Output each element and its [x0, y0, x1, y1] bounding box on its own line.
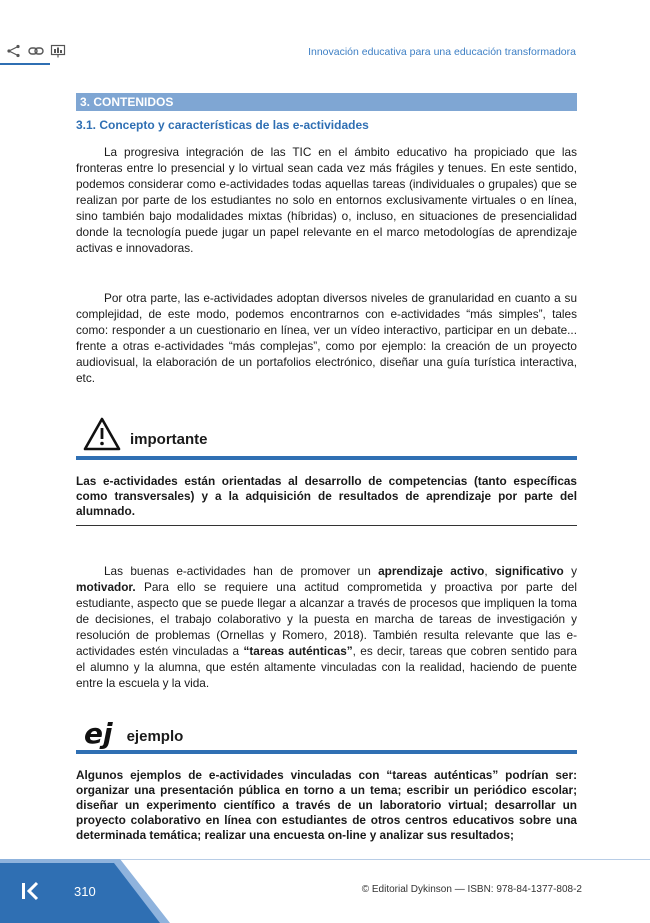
- paragraph-2: Por otra parte, las e-actividades adoptan diversos niveles de granularidad en cuanto a su complejidad, de este modo, podemos encontrarnos con e-actividades “más simples”, tales como: responder a un cuestionario en línea, ver un vídeo interactivo, participar en un debate... frente a otras e-actividades “más complejas”, como por ejemplo: la creación de un proyecto audiovisual, la elaboración de un portafolios electrónico, diseñar una guía turística interactiva, etc.: [76, 291, 577, 385]
- warning-icon: [82, 416, 122, 452]
- running-title: Innovación educativa para una educación transformadora: [308, 46, 576, 58]
- example-text: Algunos ejemplos de e-actividades vinculadas con “tareas auténticas” podrían ser: organizar una presentación pública en torno a un tema; escribir un periódico escolar; diseñar un experimento científico a través de un laboratorio virtual; desarrollar un proyecto colaborativo en línea con estudiantes de otros centros educativos sobre una determinada temática; realizar una encuesta on-line y analizar sus resultados;: [76, 768, 577, 842]
- important-text: Las e-actividades están orientadas al desarrollo de competencias (tanto específicas como transversales) y a la adquisición de resultados de aprendizaje por parte del alumnado.: [76, 474, 577, 518]
- presentation-icon[interactable]: [50, 44, 66, 58]
- example-divider: [76, 750, 577, 754]
- link-icon[interactable]: [28, 44, 44, 58]
- share-icon[interactable]: [6, 44, 22, 58]
- first-page-icon[interactable]: [20, 881, 42, 901]
- header-accent-line: [0, 63, 50, 65]
- important-label: importante: [130, 431, 208, 448]
- subsection-title: 3.1. Concepto y características de las e-actividades: [76, 118, 369, 132]
- paragraph-3: Las buenas e-actividades han de promover un aprendizaje activo, significativo y motivador. Para ello se requiere una actitud comprometida y proactiva por parte del estudiante, aspecto que se puede llegar a alcanzar a través de procesos que impliquen la toma de decisiones, el trabajo colaborativo y la puesta en marcha de tareas de investigación y resolución de problemas (Ornellas y Romero, 2018). También resulta relevante que las e-actividades estén vinculadas a “tareas auténticas”, es decir, tareas que cobren sentido para el alumno y la alumna, que estén altamente vinculadas con la realidad, haciendo de puente entre la escuela y la vida.: [76, 564, 577, 690]
- footer-line: [120, 859, 650, 860]
- page-number: 310: [74, 884, 96, 899]
- toolbar-icons: [6, 44, 66, 58]
- example-icon: ej: [84, 717, 113, 750]
- important-divider: [76, 456, 577, 460]
- page-header: [0, 0, 650, 64]
- example-box-header: [76, 713, 577, 749]
- important-bottom-rule: [76, 525, 577, 526]
- section-title: 3. CONTENIDOS: [76, 93, 577, 111]
- example-label: ejemplo: [126, 728, 184, 745]
- paragraph-1: La progresiva integración de las TIC en el ámbito educativo ha propiciado que las fronteras entre lo presencial y lo virtual sean cada vez más frágiles y tenues. En este sentido, podemos considerar como e-actividades todas aquellas tareas (individuales o grupales) que se realizan por parte de los estudiantes no solo en entornos exclusivamente virtuales o en línea, sino también bajo modalidades mixtas (híbridas) o, incluso, en situaciones de presencialidad donde la tecnología puede jugar un papel relevante en el marco metodologías de aprendizaje activas e innovadoras.: [76, 145, 577, 255]
- footer-credit: © Editorial Dykinson — ISBN: 978-84-1377-808-2: [361, 884, 582, 895]
- page-footer: [0, 853, 650, 923]
- important-box-header: [76, 408, 577, 452]
